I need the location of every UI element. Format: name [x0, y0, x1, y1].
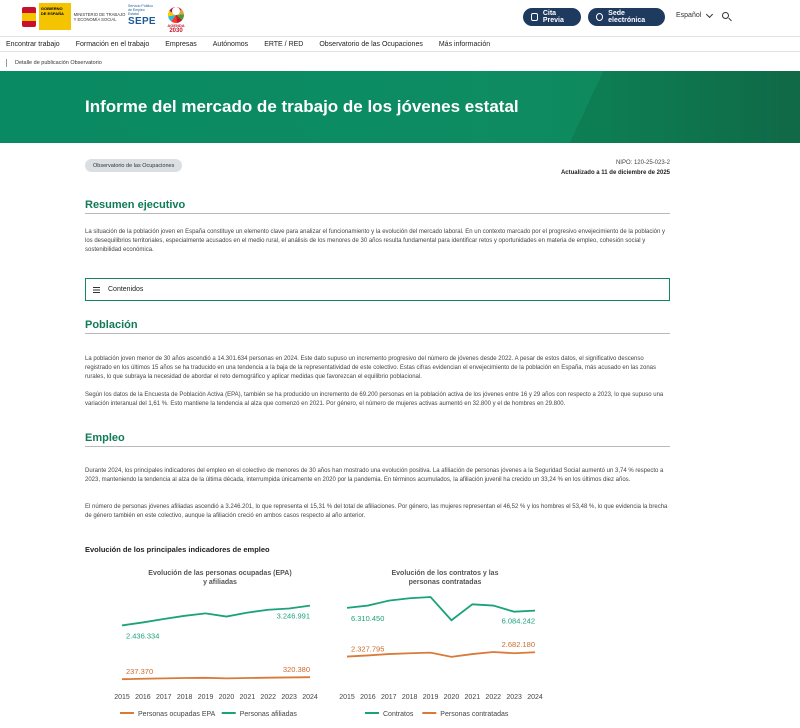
breadcrumb [0, 56, 800, 70]
summary-divider [85, 213, 670, 214]
sede-electronica-button[interactable] [588, 8, 665, 26]
chart-title-line: Evolución de los contratos y las [391, 570, 499, 577]
cita-previa-button[interactable] [523, 8, 581, 26]
poblacion-paragraph-1: La población joven menor de 30 años ascendió a 14.301.634 personas en 2024. Este dato supuso un incremento progresivo del número de jóvenes desde 2022. A pesar de estos datos, el significativo descenso registrado en los últimos 15 años se ha traducido en una tendencia a la baja de la representatividad de este colectivo. Estas cifras evidencian el envejecimiento de la población en España, más acusado en las zonas rurales, lo que subraya la necesidad de abordar el reto demográfico y aplicar medidas que favorezcan el equilibrio poblacional. [85, 356, 657, 380]
x-tick-label: 2023 [506, 694, 522, 701]
search-icon[interactable] [722, 12, 729, 19]
agenda-2030-logo[interactable] [164, 3, 188, 33]
x-tick-label: 2017 [380, 694, 397, 701]
x-tick-label: 2019 [422, 694, 439, 701]
x-tick-label: 2019 [197, 694, 214, 701]
poblacion-heading: Población [85, 319, 138, 331]
empleo-paragraph-2: El número de personas jóvenes afiliadas ascendió a 3.246.201, lo que representa el 15,31 % del total de afiliaciones. Por género, las mujeres representan el 46,52 % y los hombres el 53,48 %, lo que evidencia la brecha de género también en este colectivo, aunque la afiliación creció en ambos casos respecto al año anterior. [85, 504, 668, 519]
nav-item-mas-informacion[interactable]: Más información [438, 40, 491, 48]
language-label: Español [676, 12, 702, 19]
globe-icon [596, 13, 603, 21]
calendar-icon [531, 13, 538, 21]
empleo-divider [85, 446, 670, 447]
x-tick-label: 2016 [360, 694, 376, 701]
empleo-heading: Empleo [85, 432, 125, 444]
x-tick-label: 2020 [218, 694, 235, 701]
x-tick-label: 2022 [260, 694, 277, 701]
list-icon [93, 287, 100, 293]
hero-banner [0, 71, 800, 143]
category-tag[interactable]: Observatorio de las Ocupaciones [85, 159, 182, 172]
page-title: Informe del mercado de trabajo de los jóvenes estatal [85, 97, 519, 116]
agenda-label: AGENDA [167, 23, 185, 28]
chart-title-line: personas contratadas [408, 579, 482, 586]
x-tick-label: 2015 [339, 694, 355, 701]
x-tick-label: 2022 [485, 694, 502, 701]
breadcrumb-current: Detalle de publicación Observatorio [15, 60, 102, 66]
data-label-first-green: 6.310.450 [351, 613, 385, 623]
legend-label[interactable]: Personas contratadas [440, 711, 509, 718]
data-label-first-green: 2.436.334 [126, 631, 160, 641]
contents-label: Contenidos [108, 286, 144, 293]
poblacion-divider [85, 333, 670, 334]
data-label-last-green: 6.084.242 [501, 616, 535, 626]
sepe-title: SEPE [128, 16, 156, 27]
coat-of-arms-icon [22, 7, 36, 27]
chart-title-line: Evolución de las personas ocupadas (EPA) [148, 570, 292, 577]
empleo-paragraph-1: Durante 2024, los principales indicadores del empleo en el colectivo de menores de 30 años han mostrado una evolución positiva. La afiliación de personas jóvenes a la Seguridad Social aumentó un 3,74 % respecto a 2023, manteniendo la tendencia al alza de la última década, interrumpida únicamente en 2020 por la pandemia. En términos acumulados, la afiliación juvenil ha crecido un 33,24 % en los últimos diez años. [85, 468, 664, 483]
data-label-first-orange: 237.370 [126, 667, 154, 677]
x-tick-label: 2020 [443, 694, 460, 701]
legend-label[interactable]: Personas afiliadas [239, 711, 297, 718]
x-tick-label: 2024 [527, 694, 543, 701]
data-label-last-green: 3.246.991 [276, 611, 310, 621]
legend-label[interactable]: Contratos [383, 711, 414, 718]
summary-text: La situación de la población joven en España constituye un elemento clave para analizar el funcionamiento y la evolución del mercado laboral. En un contexto marcado por el progresivo envejecimiento de la población y los desequilibrios territoriales, especialmente acusados en el medio rural, el análisis de los menores de 30 años resulta fundamental para identificar retos y oportunidades en materia de empleo, cohesión social y sostenibilidad económica. [85, 229, 666, 253]
nav-item-autonomos[interactable]: Autónomos [212, 40, 249, 48]
nav-item-observatorio[interactable]: Observatorio de las Ocupaciones [319, 40, 423, 48]
ocupadas-afiliadas-chart [110, 563, 330, 723]
x-tick-label: 2018 [176, 694, 193, 701]
updated-date: Actualizado a 11 de diciembre de 2025 [560, 170, 670, 176]
sepe-logo[interactable] [128, 4, 156, 30]
nav-item-encontrar-trabajo[interactable]: Encontrar trabajo [6, 40, 60, 48]
contents-toggle[interactable] [85, 278, 670, 301]
legend-label[interactable]: Personas ocupadas EPA [138, 711, 216, 718]
nipo-code: NIPO: 120-25-023-2 [615, 160, 670, 166]
series-line-0 [122, 677, 310, 679]
sepe-subtitle: Servicio Público de Empleo Estatal [128, 4, 153, 16]
charts-heading: Evolución de los principales indicadores de empleo [85, 545, 270, 554]
nav-item-empresas[interactable]: Empresas [165, 40, 197, 48]
x-tick-label: 2015 [114, 694, 130, 701]
x-tick-label: 2023 [281, 694, 297, 701]
agenda-year: 2030 [169, 28, 183, 34]
chevron-down-icon [706, 10, 713, 17]
summary-heading: Resumen ejecutivo [85, 199, 186, 211]
x-tick-label: 2021 [464, 694, 481, 701]
nav-item-formacion[interactable]: Formación en el trabajo [75, 40, 150, 48]
sdg-ring-icon [168, 7, 184, 23]
chart-title-line: y afiliadas [203, 579, 237, 586]
x-tick-label: 2017 [155, 694, 172, 701]
data-label-first-orange: 2.327.795 [351, 644, 385, 654]
x-tick-label: 2021 [239, 694, 256, 701]
sede-electronica-label: Sede electrónica [608, 10, 646, 24]
main-nav [0, 36, 800, 52]
breadcrumb-divider [6, 59, 7, 67]
top-header [0, 0, 800, 36]
data-label-last-orange: 2.682.180 [501, 640, 535, 650]
language-selector[interactable] [676, 12, 712, 19]
x-tick-label: 2016 [135, 694, 151, 701]
data-label-last-orange: 320.380 [282, 665, 310, 675]
poblacion-paragraph-2: Según los datos de la Encuesta de Población Activa (EPA), también se ha producido un incremento de 69.200 personas en la población activa de los jóvenes entre 16 y 29 años con respecto a 2023, lo que supuso una variación interanual del 1,61 %. Esto mantiene la tendencia al alza que comenzó en 2021. Por género, el número de mujeres activas aumentó en 32.800 y el de hombres en 29.800. [85, 392, 664, 407]
nav-item-erte-red[interactable]: ERTE / RED [264, 40, 304, 48]
ministry-label: MINISTERIO DE TRABAJO Y ECONOMÍA SOCIAL [73, 11, 126, 22]
gobierno-label: GOBIERNO DE ESPAÑA [39, 3, 71, 30]
contratos-chart [335, 563, 555, 723]
x-tick-label: 2024 [302, 694, 318, 701]
cita-previa-label: Cita Previa [542, 10, 564, 24]
government-logo[interactable] [22, 3, 126, 30]
x-tick-label: 2018 [401, 694, 418, 701]
